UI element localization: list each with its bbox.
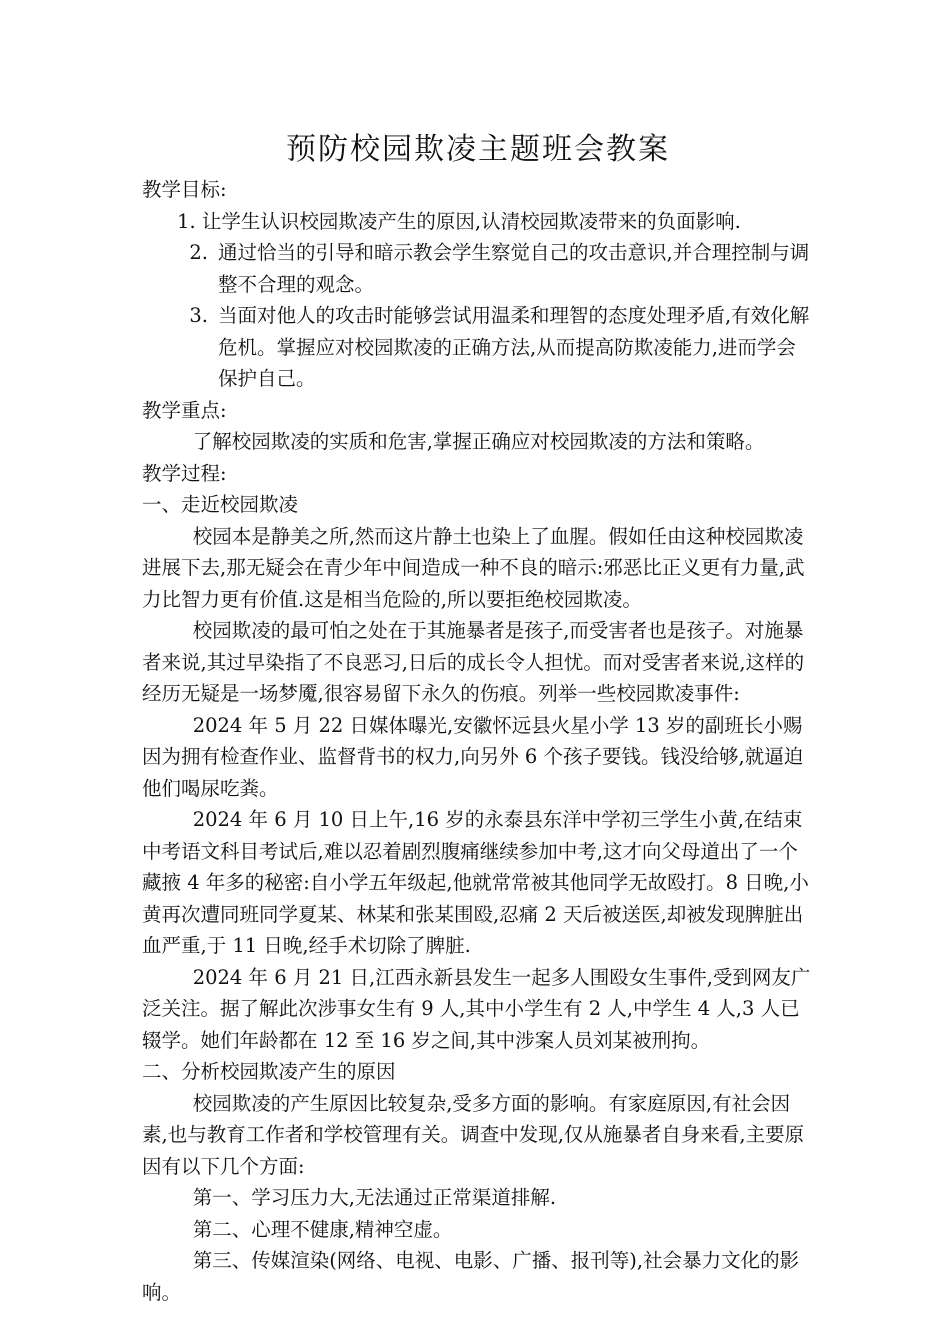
list-number: 3. — [189, 304, 208, 327]
process-heading: 教学过程: — [142, 461, 227, 485]
objective-item-3 — [142, 300, 814, 395]
objective-item-1: 1. 让学生认识校园欺凌产生的原因,认清校园欺凌带来的负面影响. — [177, 209, 741, 233]
section-heading: 二、分析校园欺凌产生的原因 — [142, 1060, 396, 1083]
paragraph: 2024 年 5 月 22 日媒体曝光,安徽怀远县火星小学 13 岁的副班长小赐因为拥有检查作业、监督背书的权力,向另外 6 个孩子要钱。钱没给够,就逼迫他们喝尿吃粪。 — [142, 713, 804, 800]
list-text: 通过恰当的引导和暗示教会学生察觉自己的攻击意识,并合理控制与调整不合理的观念。 — [218, 241, 810, 296]
reason-item: 第二、心理不健康,精神空虚。 — [192, 1217, 453, 1241]
paragraph: 校园欺凌的最可怕之处在于其施暴者是孩子,而受害者也是孩子。对施暴者来说,其过早染指了不良恶习,日后的成长令人担忧。而对受害者来说,这样的经历无疑是一场梦魇,很容易留下永久的伤痕。列举一些校园欺凌事件: — [142, 619, 805, 705]
focus-paragraph: 了解校园欺凌的实质和危害,掌握正确应对校园欺凌的方法和策略。 — [192, 430, 765, 453]
paragraph: 2024 年 6 月 10 日上午,16 岁的永泰县东洋中学初三学生小黄,在结束中考语文科目考试后,难以忍着剧烈腹痛继续参加中考,这才向父母道出了一个藏掖 4 年多的秘密:自小学五年级起,他就常常被其他同学无故殴打。8 日晚,小黄再次遭同班同学夏某、林某和张某围殴,忍痛 2 天后被送医,却被发现脾脏出血严重,于 11 日晚,经手术切除了脾脏. — [142, 808, 809, 957]
reason-item: 第三、传媒渲染(网络、电视、电影、广播、报刊等),社会暴力文化的影响。 — [142, 1249, 800, 1304]
list-text: 当面对他人的攻击时能够尝试用温柔和理智的态度处理矛盾,有效化解危机。掌握应对校园欺凌的正确方法,从而提高防欺凌能力,进而学会保护自己。 — [218, 304, 810, 390]
document-title: 预防校园欺凌主题班会教案 — [286, 132, 670, 167]
reason-item: 第一、学习压力大,无法通过正常渠道排解. — [192, 1186, 557, 1209]
document-page — [142, 128, 814, 1308]
paragraph: 2024 年 6 月 21 日,江西永新县发生一起多人围殴女生事件,受到网友广泛关注。据了解此次涉事女生有 9 人,其中小学生有 2 人,中学生 4 人,3 人已辍学。她们年龄都在 12 至 16 岁之间,其中涉案人员刘某被刑拘。 — [142, 965, 811, 1052]
section-heading: 一、走近校园欺凌 — [142, 493, 299, 516]
paragraph: 校园欺凌的产生原因比较复杂,受多方面的影响。有家庭原因,有社会因素,也与教育工作者和学校管理有关。调查中发现,仅从施暴者自身来看,主要原因有以下几个方面: — [142, 1091, 805, 1178]
focus-heading: 教学重点: — [142, 398, 227, 422]
objective-item-2 — [142, 237, 814, 300]
list-number: 2. — [189, 241, 208, 264]
paragraph: 校园本是静美之所,然而这片静土也染上了血腥。假如任由这种校园欺凌进展下去,那无疑会在青少年中间造成一种不良的暗示:邪恶比正义更有力量,武力比智力更有价值.这是相当危险的,所以要拒绝校园欺凌。 — [142, 524, 805, 611]
objectives-heading: 教学目标: — [142, 178, 227, 201]
